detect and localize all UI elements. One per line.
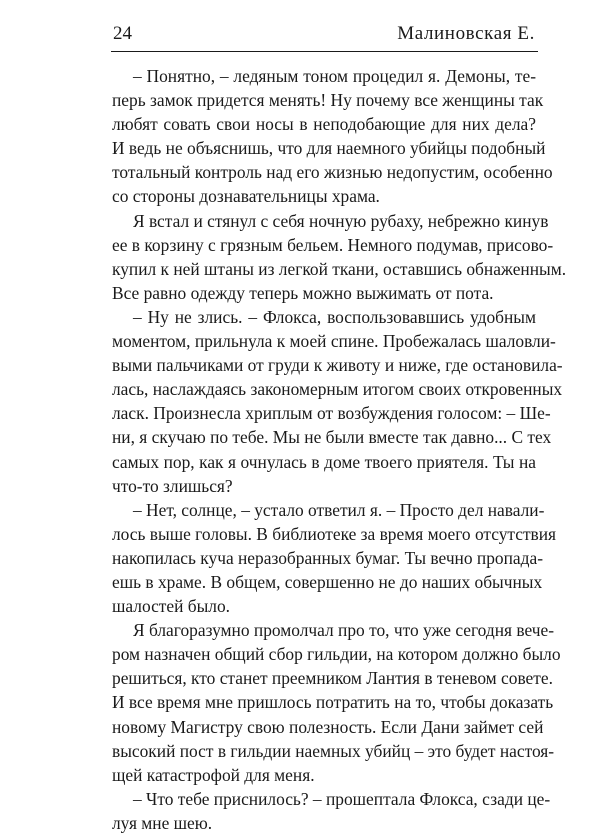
text-line: И ведь не объяснишь, что для наемного убийцы подобный [112,138,546,159]
paragraph [112,209,567,305]
text-line: шалостей было. [112,596,231,617]
text-line: щей катастрофой для меня. [112,764,315,785]
paragraph [112,618,561,787]
text-line: ешь в храме. В общем, совершенно не до наших обычных [112,571,543,592]
text-line: – Ну не злись. – Флокса, воспользовавшись удобным [133,306,536,327]
text-line: И все время мне пришлось потратить на то, чтобы доказать [112,692,554,713]
text-line: высокий пост в гильдии наемных убийц – это будет настоя- [112,740,555,761]
text-line: купил к ней штаны из легкой ткани, оставшись обнаженным. [112,258,567,279]
body-text [112,64,567,835]
text-line: самых пор, как я очнулась в доме твоего приятеля. Ты на [112,451,536,472]
text-line: ром назначен общий сбор гильдии, на котором должно было [112,644,561,665]
text-line: перь замок придется менять! Ну почему все женщины так [112,90,544,111]
text-line: лось выше головы. В библиотеке за время моего отсутствия [112,523,557,544]
text-line: – Понятно, – ледяным тоном процедил я. Демоны, те- [133,66,536,86]
text-line: со стороны дознавательницы храма. [112,186,380,207]
text-line: Я благоразумно промолчал про то, что уже сегодня вече- [133,620,555,641]
header-rule [111,51,538,52]
text-line: тотальный контроль над его жизнью недопустим, особенно [112,162,553,183]
text-line: ее в корзину с грязным бельем. Немного подумав, присово- [112,234,554,255]
text-line: накопилась куча неразобранных бумаг. Ты вечно пропада- [112,547,543,568]
page-number: 24 [113,23,132,44]
paragraph [112,498,557,618]
running-head: Малиновская Е. [397,23,535,44]
paragraph [112,305,563,498]
text-line: моментом, прильнула к моей спине. Пробежалась шаловли- [112,331,556,352]
page-header [113,22,535,46]
text-line: что-то злишься? [112,475,233,496]
text-line: решиться, кто станет преемником Лантия в теневом совете. [112,668,553,689]
text-line: ни, я скучаю по тебе. Мы не были вместе так давно... С тех [112,427,552,448]
text-line: выми пальчиками от груди к животу и ниже, где остановила- [112,355,563,376]
text-line: – Нет, солнце, – устало ответил я. – Просто дел навали- [133,499,545,520]
text-line: – Что тебе приснилось? – прошептала Флокса, сзади це- [133,788,551,809]
paragraph [112,787,551,835]
text-line: ласк. Произнесла хриплым от возбуждения голосом: – Ше- [112,403,551,424]
text-line: любят совать свои носы в неподобающие для них дела? [112,114,536,135]
text-line: Все равно одежду теперь можно выжимать от пота. [112,282,494,303]
text-line: лась, наслаждаясь закономерным итогом своих откровенных [112,379,563,400]
text-line: луя мне шею. [112,812,213,833]
text-line: Я встал и стянул с себя ночную рубаху, небрежно кинув [133,210,549,231]
paragraph [112,64,553,209]
text-line: новому Магистру свою полезность. Если Дани займет сей [112,716,544,737]
